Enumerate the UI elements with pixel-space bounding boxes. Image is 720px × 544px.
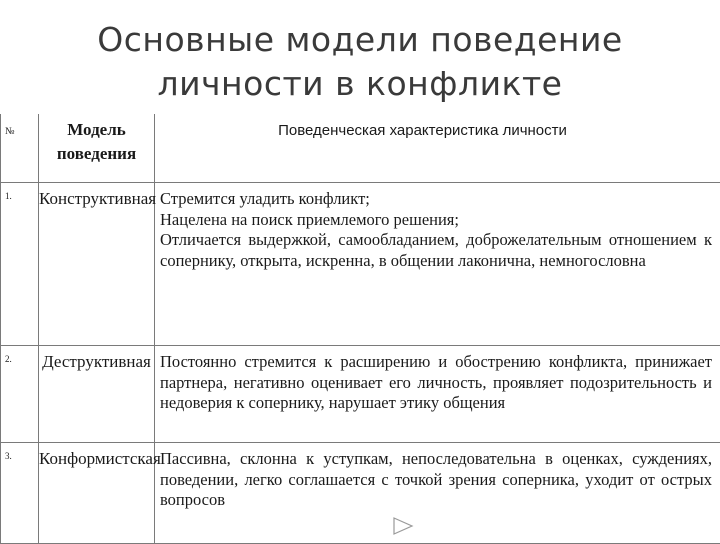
table-header-row	[1, 114, 720, 183]
slide-title	[60, 18, 660, 106]
description-line: Стремится уладить конфликт;	[160, 189, 712, 210]
header-model: Модель поведения	[39, 114, 154, 166]
table-row	[1, 443, 720, 544]
row-model: Деструктивная	[39, 346, 154, 372]
table-row	[1, 346, 720, 443]
row-num: 1.	[1, 183, 38, 201]
title-line-1: Основные модели поведение	[60, 18, 660, 62]
row-description	[155, 443, 720, 511]
description-line: Пассивна, склонна к уступкам, непоследовательна в оценках, суждениях, поведении, легко соглашается с точкой зрения соперника, уходит от острых вопросов	[160, 449, 712, 511]
title-line-2: личности в конфликте	[60, 62, 660, 106]
row-num: 2.	[1, 346, 38, 364]
row-model: Конструктивная	[39, 183, 154, 209]
header-num: №	[1, 114, 38, 137]
row-model: Конформистская	[39, 443, 154, 469]
header-num-cell	[1, 114, 39, 183]
behavior-models-table	[0, 114, 720, 544]
row-description	[155, 183, 720, 271]
slide-nav-arrow-icon[interactable]	[392, 516, 414, 536]
header-characteristic: Поведенческая характеристика личности	[155, 114, 720, 139]
description-line: Отличается выдержкой, самообладанием, доброжелательным отношением к сопернику, открыта, искренна, в общении лаконична, немногословна	[160, 230, 712, 271]
header-characteristic-cell	[155, 114, 720, 183]
table-row	[1, 183, 720, 346]
row-num: 3.	[1, 443, 38, 461]
header-model-cell	[39, 114, 155, 183]
description-line: Постоянно стремится к расширению и обострению конфликта, принижает партнера, негативно оценивает его личность, проявляет подозрительность и недоверия к сопернику, нарушает этику общения	[160, 352, 712, 414]
row-description	[155, 346, 720, 414]
description-line: Нацелена на поиск приемлемого решения;	[160, 210, 712, 231]
